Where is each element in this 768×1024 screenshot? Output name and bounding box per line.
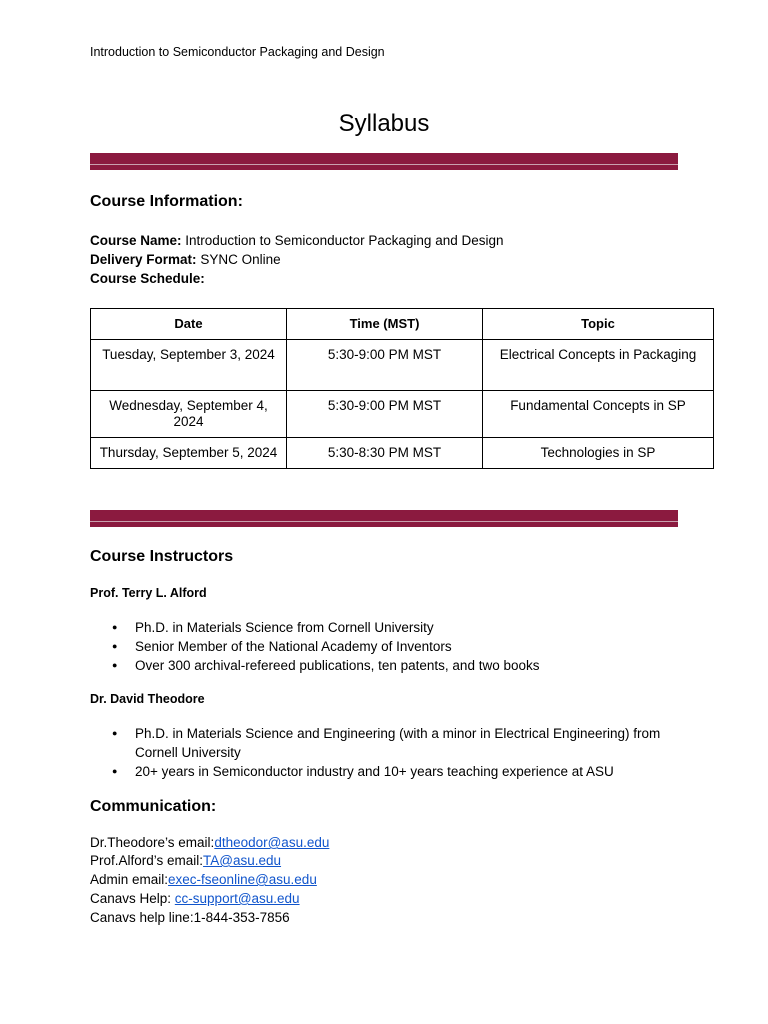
theodore-email-line <box>90 835 329 850</box>
section-divider <box>90 153 678 170</box>
course-instructors-heading: Course Instructors <box>90 548 234 565</box>
cell-topic: Technologies in SP <box>483 438 714 469</box>
delivery-format-line <box>90 252 281 267</box>
cell-time: 5:30-8:30 PM MST <box>287 438 483 469</box>
delivery-format-label: Delivery Format: <box>90 252 197 267</box>
alford-credentials-list <box>90 618 690 675</box>
cell-date: Thursday, September 5, 2024 <box>91 438 287 469</box>
theodore-email-label: Dr.Theodore’s email: <box>90 835 215 850</box>
table-row <box>91 438 714 469</box>
table-row <box>91 340 714 391</box>
list-item: ● Senior Member of the National Academy of Inventors <box>90 637 690 656</box>
alford-email-line <box>90 853 281 868</box>
column-header-topic: Topic <box>483 309 714 340</box>
canvas-help-label: Canavs Help: <box>90 891 175 906</box>
cell-time: 5:30-9:00 PM MST <box>287 391 483 438</box>
column-header-date: Date <box>91 309 287 340</box>
canvas-phone-label: Canavs help line: <box>90 910 194 925</box>
cell-date: Wednesday, September 4, 2024 <box>91 391 287 438</box>
page-title: Syllabus <box>338 110 430 137</box>
cell-topic: Fundamental Concepts in SP <box>483 391 714 438</box>
instructor-name-alford: Prof. Terry L. Alford <box>90 586 207 600</box>
course-name-value: Introduction to Semiconductor Packaging and Design <box>185 233 504 248</box>
course-name-line <box>90 233 504 248</box>
course-schedule-label: Course Schedule: <box>90 271 205 286</box>
cell-time: 5:30-9:00 PM MST <box>287 340 483 391</box>
theodore-credentials-list <box>90 724 690 781</box>
table-row <box>91 391 714 438</box>
column-header-time: Time (MST) <box>287 309 483 340</box>
list-item: ● Ph.D. in Materials Science and Engineering (with a minor in Electrical Engineering) from Cornell University <box>90 724 690 762</box>
document-header: Introduction to Semiconductor Packaging and Design <box>90 45 385 59</box>
course-information-heading: Course Information: <box>90 193 243 210</box>
table-header-row <box>91 309 714 340</box>
course-schedule-line <box>90 271 205 286</box>
alford-email-link[interactable]: TA@asu.edu <box>203 853 282 868</box>
schedule-table <box>90 308 714 469</box>
instructor-name-theodore: Dr. David Theodore <box>90 692 205 706</box>
canvas-phone-value: 1-844-353-7856 <box>193 910 290 925</box>
admin-email-label: Admin email: <box>90 872 169 887</box>
section-divider <box>90 510 678 527</box>
canvas-help-line <box>90 891 300 906</box>
list-item: ● Ph.D. in Materials Science from Cornell University <box>90 618 690 637</box>
delivery-format-value: SYNC Online <box>200 252 281 267</box>
list-item: ● 20+ years in Semiconductor industry and 10+ years teaching experience at ASU <box>90 762 690 781</box>
cell-date: Tuesday, September 3, 2024 <box>91 340 287 391</box>
admin-email-line <box>90 872 317 887</box>
cell-topic: Electrical Concepts in Packaging <box>483 340 714 391</box>
canvas-help-link[interactable]: cc-support@asu.edu <box>174 891 300 906</box>
alford-email-label: Prof.Alford’s email: <box>90 853 204 868</box>
admin-email-link[interactable]: exec-fseonline@asu.edu <box>168 872 317 887</box>
canvas-phone-line <box>90 910 290 925</box>
course-name-label: Course Name: <box>90 233 182 248</box>
theodore-email-link[interactable]: dtheodor@asu.edu <box>214 835 330 850</box>
communication-heading: Communication: <box>90 798 217 815</box>
list-item: ● Over 300 archival-refereed publications, ten patents, and two books <box>90 656 690 675</box>
